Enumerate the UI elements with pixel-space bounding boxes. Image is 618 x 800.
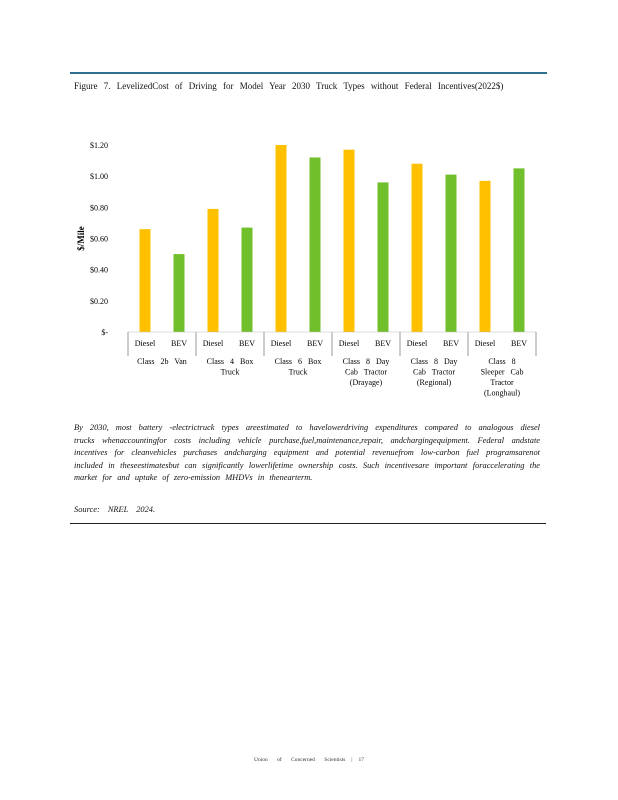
bar-category-label: BEV — [171, 339, 187, 348]
bar-category-label: Diesel — [202, 339, 224, 348]
bar-diesel — [412, 164, 423, 332]
bar-category-label: Diesel — [134, 339, 156, 348]
page-number: 17 — [358, 757, 364, 763]
group-label: Class 2b Van — [137, 357, 187, 366]
bar-category-label: BEV — [307, 339, 323, 348]
y-tick-label: $0.80 — [90, 203, 108, 213]
bar-category-label: BEV — [443, 339, 459, 348]
bar-bev — [378, 182, 389, 332]
y-tick-label: $1.20 — [90, 141, 108, 150]
bar-diesel — [344, 150, 355, 332]
group-label: Truck — [220, 367, 240, 377]
group-label: Truck — [288, 367, 308, 377]
figure-source: Source: NREL 2024. — [74, 505, 156, 514]
footer-separator: | — [351, 757, 353, 763]
bar-category-label: Diesel — [406, 339, 428, 348]
group-label: (Longhaul) — [484, 388, 520, 398]
y-tick-label: $0.60 — [90, 234, 108, 244]
bar-category-label: Diesel — [270, 339, 292, 348]
bar-diesel — [208, 209, 219, 332]
figure-title: Figure 7. LevelizedCost of Driving for Model Year 2030 Truck Types without Federal Incentives(2022$) — [74, 81, 504, 91]
group-label: Cab Tractor — [413, 367, 455, 377]
bar-diesel — [276, 145, 287, 332]
bar-bev — [514, 168, 525, 332]
footer-org: Union of Concerned Scientists — [254, 757, 346, 763]
bar-bev — [242, 228, 253, 332]
group-label: Class 8 — [488, 357, 516, 366]
bar-category-label: BEV — [239, 339, 255, 348]
bar-category-label: BEV — [511, 339, 527, 348]
group-label: Class 6 Box — [274, 357, 322, 366]
bar-diesel — [140, 229, 151, 332]
bar-bev — [174, 254, 185, 332]
group-label: Class 8 Day — [342, 357, 390, 366]
bar-diesel — [480, 181, 491, 332]
y-tick-label: $0.40 — [90, 265, 108, 275]
y-tick-label: $1.00 — [90, 172, 108, 182]
page-footer — [0, 757, 618, 763]
figure-caption: By 2030, most battery -electrictruck types areestimated to havelowerdriving expenditures compared to analogous diesel trucks whenaccountingfor costs including vehicle purchase,fuel,maintenance,repair, andchargingequipment. Federal andstate incentives for cleanvehicles purchases andcharging equipment and potential revenuefrom low-carbon fuel programsarenot included in theseestimatesbut can significantly lowerlifetime ownership costs. Such incentivesare important foraccelerating the market for and uptake of zero-emission MHDVs in thenearterm. — [74, 423, 540, 483]
y-tick-label: $- — [101, 328, 108, 337]
group-label: (Regional) — [416, 378, 452, 387]
group-label: Tractor — [490, 378, 514, 387]
bar-bev — [310, 157, 321, 332]
bar-category-label: Diesel — [338, 339, 360, 348]
group-label: Cab Tractor — [345, 367, 387, 377]
y-axis-label: $/Mile — [76, 226, 86, 251]
bar-bev — [446, 175, 457, 332]
bar-category-label: BEV — [375, 339, 391, 348]
bottom-rule — [70, 523, 546, 524]
y-tick-label: $0.20 — [90, 296, 108, 306]
group-label: Class 4 Box — [206, 357, 254, 366]
group-label: Class 8 Day — [410, 357, 458, 366]
group-label: (Drayage) — [349, 378, 383, 387]
group-label: Sleeper Cab — [480, 367, 524, 377]
bar-category-label: Diesel — [474, 339, 496, 348]
